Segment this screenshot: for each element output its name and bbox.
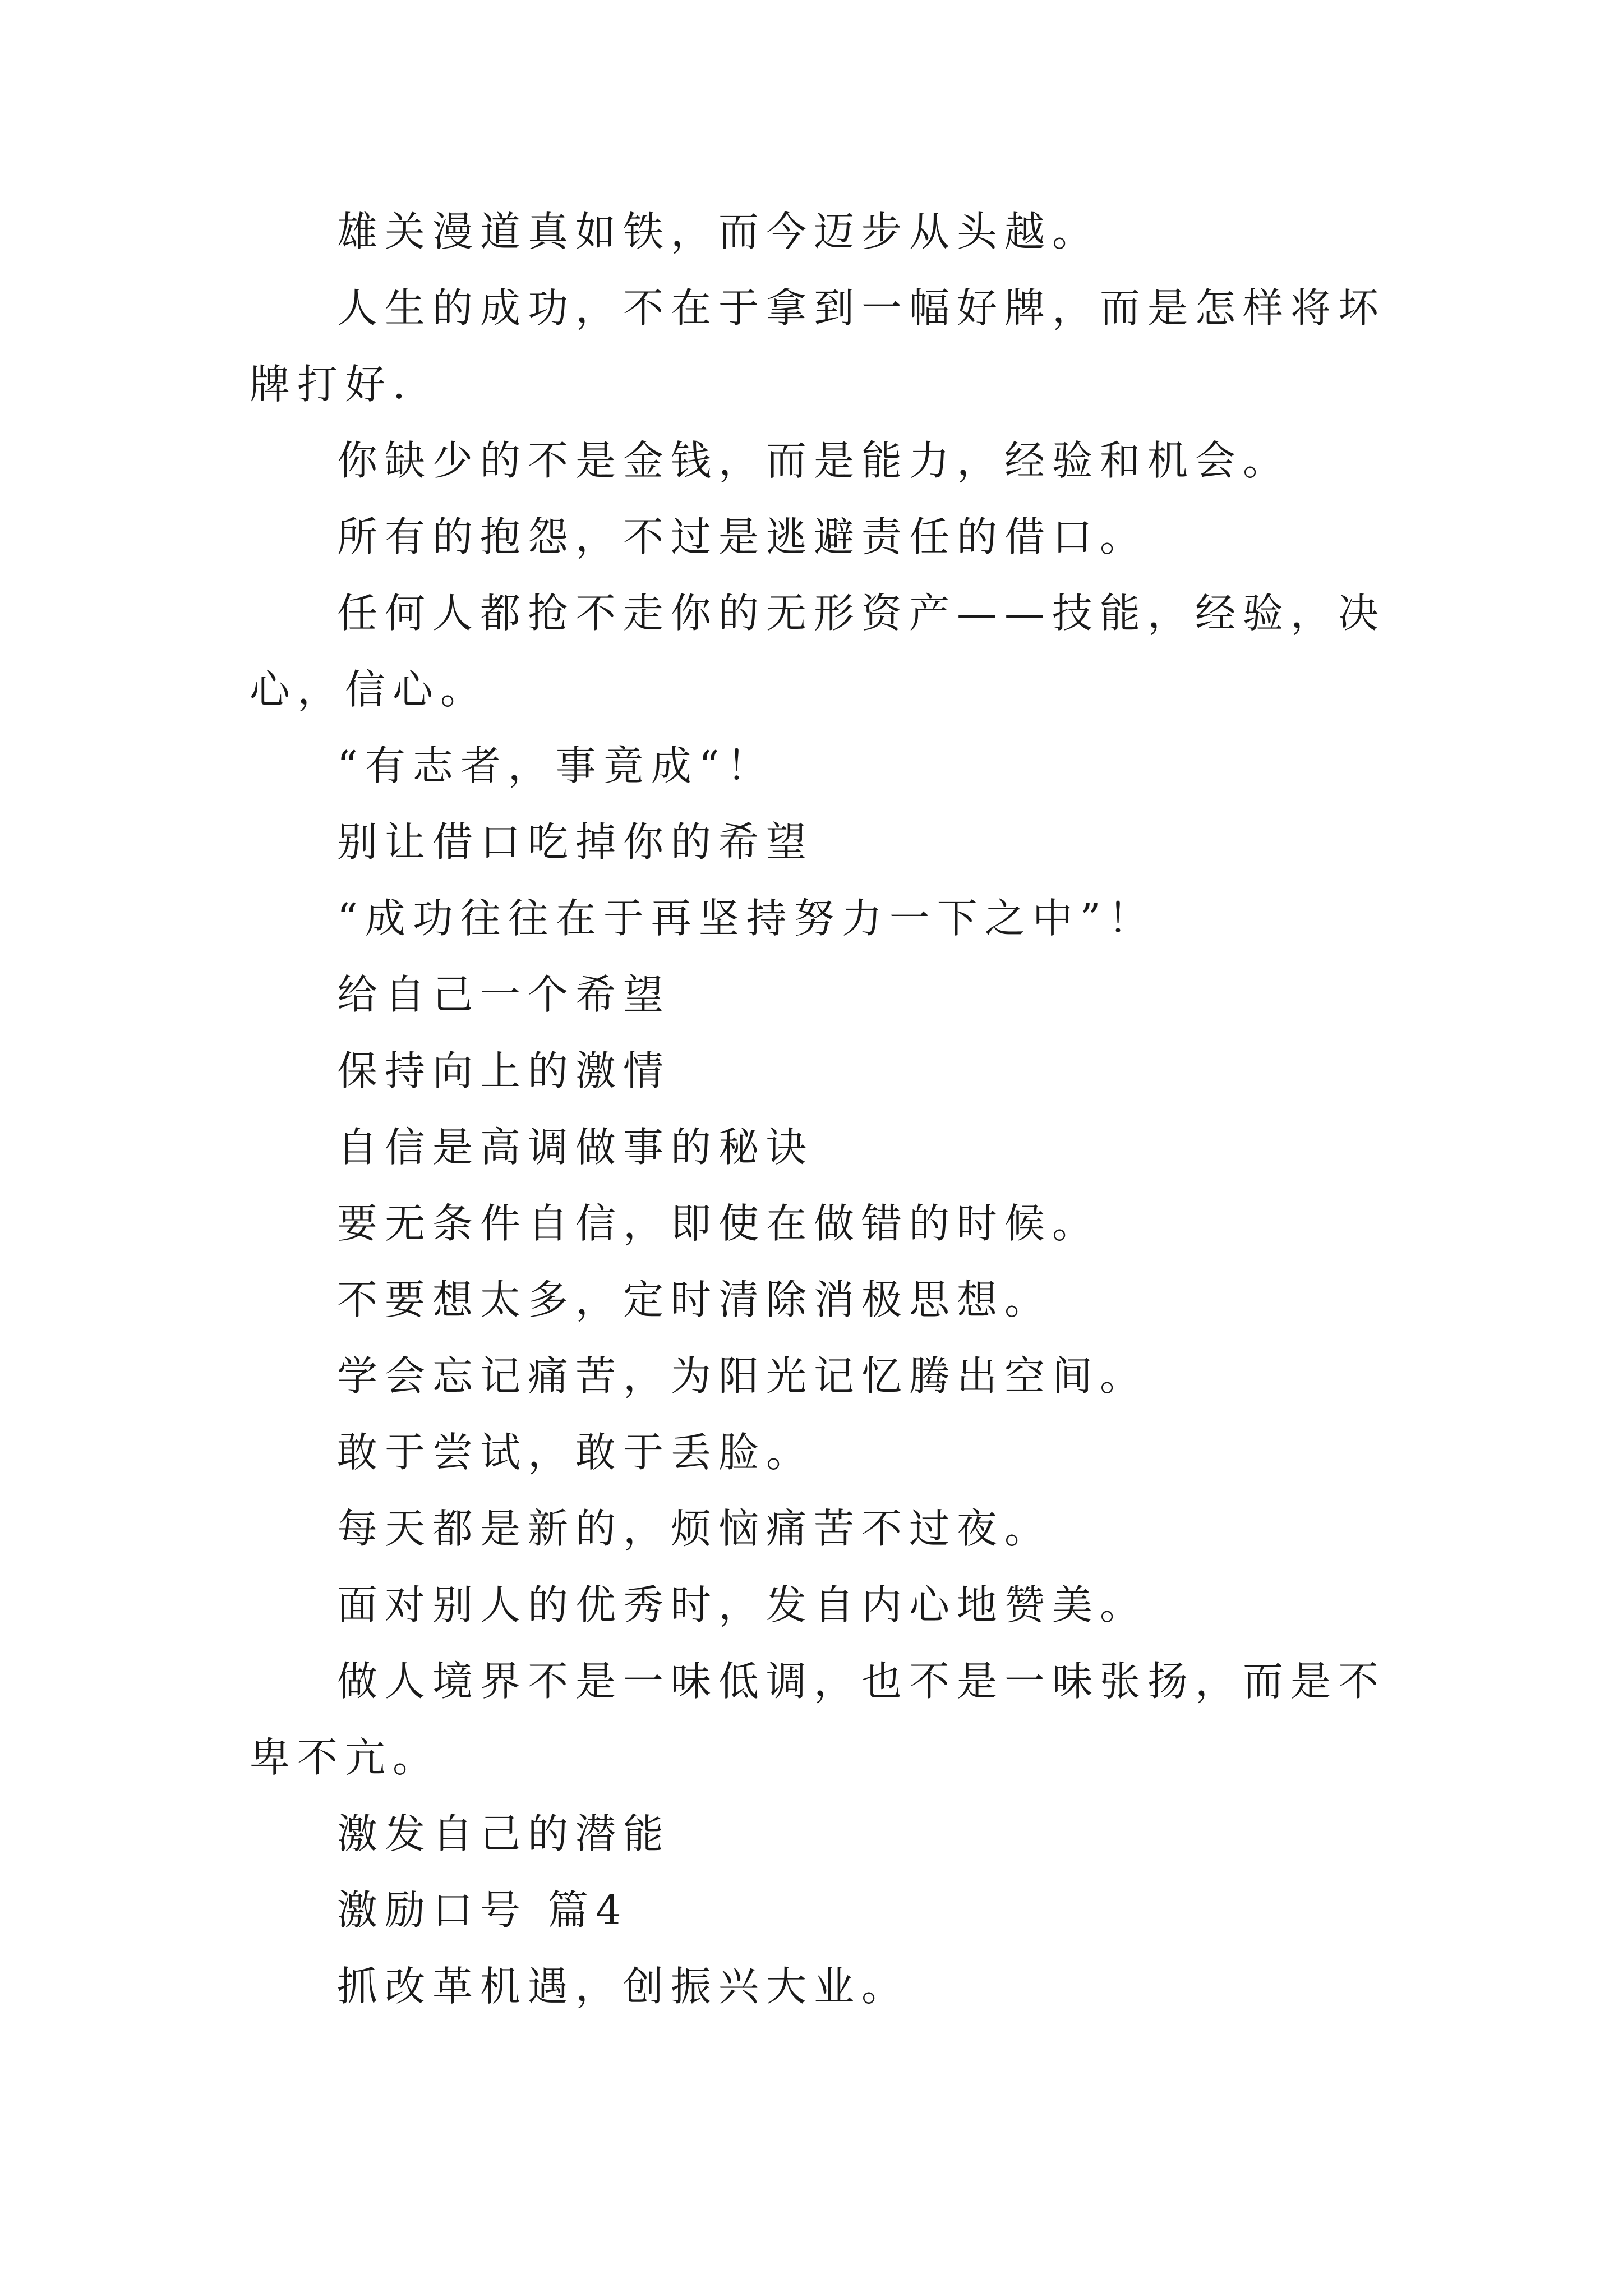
paragraph: 人生的成功，不在于拿到一幅好牌，而是怎样将坏牌打好. (250, 284, 1386, 408)
document-body (250, 194, 1388, 2024)
paragraph: 学会忘记痛苦，为阳光记忆腾出空间。 (337, 1352, 1148, 1400)
section-heading: 激励口号 篇4 (337, 1887, 629, 1934)
paragraph: 你缺少的不是金钱，而是能力，经验和机会。 (337, 437, 1291, 484)
paragraph: 做人境界不是一味低调，也不是一味张扬，而是不卑不亢。 (250, 1658, 1386, 1781)
paragraph: “有志者，事竟成“！ (337, 742, 774, 789)
paragraph: 要无条件自信，即使在做错的时候。 (337, 1200, 1100, 1247)
paragraph: “成功往往在于再坚持努力一下之中”！ (337, 895, 1156, 942)
paragraph: 雄关漫道真如铁，而今迈步从头越。 (337, 208, 1100, 255)
paragraph: 任何人都抢不走你的无形资产——技能，经验，决心，信心。 (250, 590, 1386, 713)
paragraph: 保持向上的激情 (337, 1047, 671, 1094)
paragraph: 不要想太多，定时清除消极思想。 (337, 1276, 1053, 1323)
paragraph: 激发自己的潜能 (337, 1810, 671, 1857)
paragraph: 面对别人的优秀时，发自内心地赞美。 (337, 1581, 1148, 1628)
paragraph: 每天都是新的，烦恼痛苦不过夜。 (337, 1505, 1053, 1552)
paragraph: 别让借口吃掉你的希望 (337, 818, 814, 866)
paragraph: 给自己一个希望 (337, 971, 671, 1018)
paragraph: 敢于尝试，敢于丢脸。 (337, 1429, 814, 1476)
paragraph: 自信是高调做事的秘诀 (337, 1124, 814, 1171)
paragraph: 抓改革机遇，创振兴大业。 (337, 1963, 910, 2010)
paragraph: 所有的抱怨，不过是逃避责任的借口。 (337, 513, 1148, 560)
